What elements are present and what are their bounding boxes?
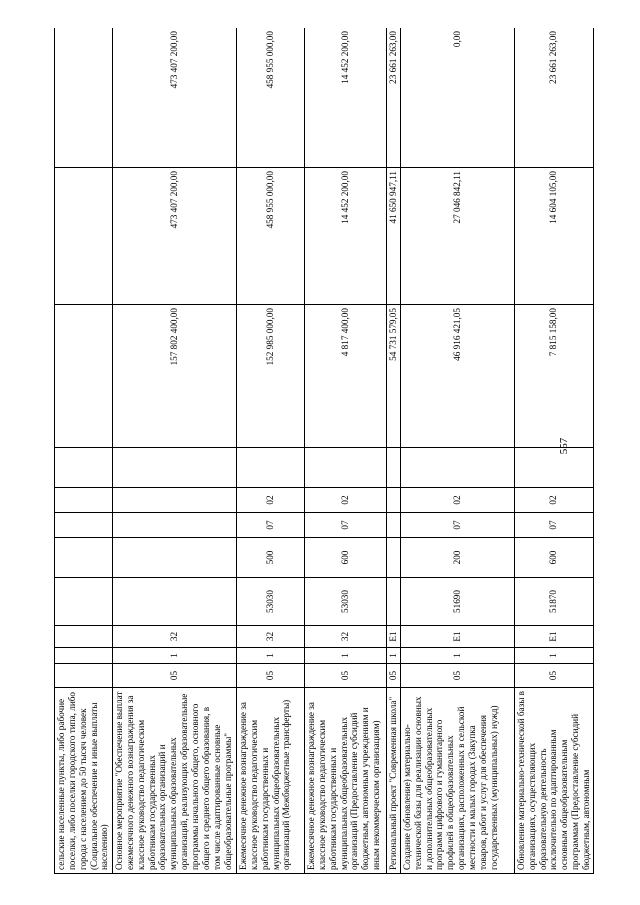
code-subprogram <box>55 648 113 664</box>
code-subchapter: 02 <box>400 488 514 513</box>
code-extra <box>514 448 593 488</box>
code-direction: 53030 <box>305 578 387 626</box>
code-extra <box>55 448 113 488</box>
code-subprogram: 1 <box>113 648 237 664</box>
value-year-3: 14 452 200,00 <box>305 28 387 168</box>
code-event: Е1 <box>400 626 514 648</box>
budget-table-wrapper <box>54 28 594 874</box>
code-expense-type: 500 <box>237 538 305 578</box>
code-subchapter: 02 <box>305 488 387 513</box>
code-direction: 53030 <box>237 578 305 626</box>
code-direction <box>387 578 401 626</box>
value-year-1: 4 817 400,00 <box>305 305 387 448</box>
value-year-2 <box>55 168 113 305</box>
code-chapter: 07 <box>237 513 305 538</box>
value-year-2: 458 955 000,00 <box>237 168 305 305</box>
value-year-2: 27 046 842,11 <box>400 168 514 305</box>
code-expense-type <box>387 538 401 578</box>
code-subprogram: 1 <box>387 648 401 664</box>
code-subchapter: 02 <box>514 488 593 513</box>
value-year-1: 152 985 000,00 <box>237 305 305 448</box>
value-year-2: 41 650 947,11 <box>387 168 401 305</box>
row-name: Ежемесячное денежное вознаграждение за классное руководство педагогическим работникам государственных и муниципальных общеобразовательных организаций (Межбюджетные трансферты) <box>237 688 305 874</box>
code-extra <box>305 448 387 488</box>
table-row <box>113 28 237 874</box>
code-direction <box>55 578 113 626</box>
row-name: Обновление материально-технической базы в организациях, осуществляющих образовательную деятельность исключительно по адаптированным основным общеобразовательным программам (Предоставление субсидий бюджетным, автономным <box>514 688 593 874</box>
table-row <box>387 28 401 874</box>
value-year-3: 23 661 263,00 <box>514 28 593 168</box>
code-subprogram: 1 <box>514 648 593 664</box>
code-expense-type: 600 <box>305 538 387 578</box>
value-year-3: 458 955 000,00 <box>237 28 305 168</box>
code-subchapter: 02 <box>237 488 305 513</box>
budget-table <box>54 28 594 874</box>
value-year-2: 473 407 200,00 <box>113 168 237 305</box>
code-subchapter <box>113 488 237 513</box>
value-year-3 <box>55 28 113 168</box>
code-expense-type <box>113 538 237 578</box>
code-section: 05 <box>237 664 305 688</box>
code-expense-type <box>55 538 113 578</box>
code-section: 05 <box>400 664 514 688</box>
row-name: Региональный проект "Современная школа" <box>387 688 401 874</box>
code-chapter <box>113 513 237 538</box>
value-year-2: 14 604 105,00 <box>514 168 593 305</box>
code-extra <box>400 448 514 488</box>
table-row <box>400 28 514 874</box>
code-section: 05 <box>113 664 237 688</box>
value-year-3: 0,00 <box>400 28 514 168</box>
row-name: Создание (обновление) материально-технической базы для реализации основных и дополнительных общеобразовательных программ цифрового и гуманитарного профилей в общеобразовательных организациях, расположенных в сельской местности и малых городах (Закупка товаров, работ и услуг для обеспечения государственных (муниципальных) нужд) <box>400 688 514 874</box>
code-chapter <box>55 513 113 538</box>
rotated-table-container <box>54 28 594 874</box>
row-name: Ежемесячное денежное вознаграждение за классное руководство педагогическим работникам государственных и муниципальных общеобразовательных организаций (Предоставление субсидий бюджетным, автономным учреждениям и иным некоммерческим организациям) <box>305 688 387 874</box>
code-subprogram: 1 <box>305 648 387 664</box>
code-subchapter <box>55 488 113 513</box>
value-year-3: 23 661 263,00 <box>387 28 401 168</box>
code-subprogram: 1 <box>237 648 305 664</box>
code-expense-type: 200 <box>400 538 514 578</box>
value-year-1: 54 731 579,05 <box>387 305 401 448</box>
code-chapter: 07 <box>514 513 593 538</box>
value-year-3: 473 407 200,00 <box>113 28 237 168</box>
code-expense-type: 600 <box>514 538 593 578</box>
table-row <box>55 28 113 874</box>
code-direction <box>113 578 237 626</box>
value-year-1: 7 815 158,00 <box>514 305 593 448</box>
code-chapter <box>387 513 401 538</box>
code-extra <box>113 448 237 488</box>
code-section <box>55 664 113 688</box>
code-event: Е1 <box>387 626 401 648</box>
table-row <box>514 28 593 874</box>
code-section: 05 <box>305 664 387 688</box>
value-year-2: 14 452 200,00 <box>305 168 387 305</box>
code-subchapter <box>387 488 401 513</box>
page-number: 557 <box>558 437 570 455</box>
code-event: Е1 <box>514 626 593 648</box>
table-row <box>305 28 387 874</box>
value-year-1: 157 802 400,00 <box>113 305 237 448</box>
value-year-1: 46 916 421,05 <box>400 305 514 448</box>
code-event: 32 <box>305 626 387 648</box>
code-section: 05 <box>387 664 401 688</box>
code-extra <box>387 448 401 488</box>
row-name: сельские населенные пункты, либо рабочие поселки, либо поселки городского типа, либо города с населением до 50 тысяч человек (Социальное обеспечение и иные выплаты населению) <box>55 688 113 874</box>
code-subprogram: 1 <box>400 648 514 664</box>
value-year-1 <box>55 305 113 448</box>
code-extra <box>237 448 305 488</box>
code-event <box>55 626 113 648</box>
code-event: 32 <box>113 626 237 648</box>
code-direction: 51870 <box>514 578 593 626</box>
code-section: 05 <box>514 664 593 688</box>
code-chapter: 07 <box>400 513 514 538</box>
table-row <box>237 28 305 874</box>
code-chapter: 07 <box>305 513 387 538</box>
code-direction: 51690 <box>400 578 514 626</box>
row-name: Основное мероприятие "Обеспечение выплат ежемесячного денежного вознаграждения за классное руководство педагогическим работникам государственных образовательных организаций и муниципальных образовательных организаций, реализующих образовательные программы начального общего, основного общего и среднего общего образования, в том числе адаптированные основные общеобразовательные программы" <box>113 688 237 874</box>
code-event: 32 <box>237 626 305 648</box>
